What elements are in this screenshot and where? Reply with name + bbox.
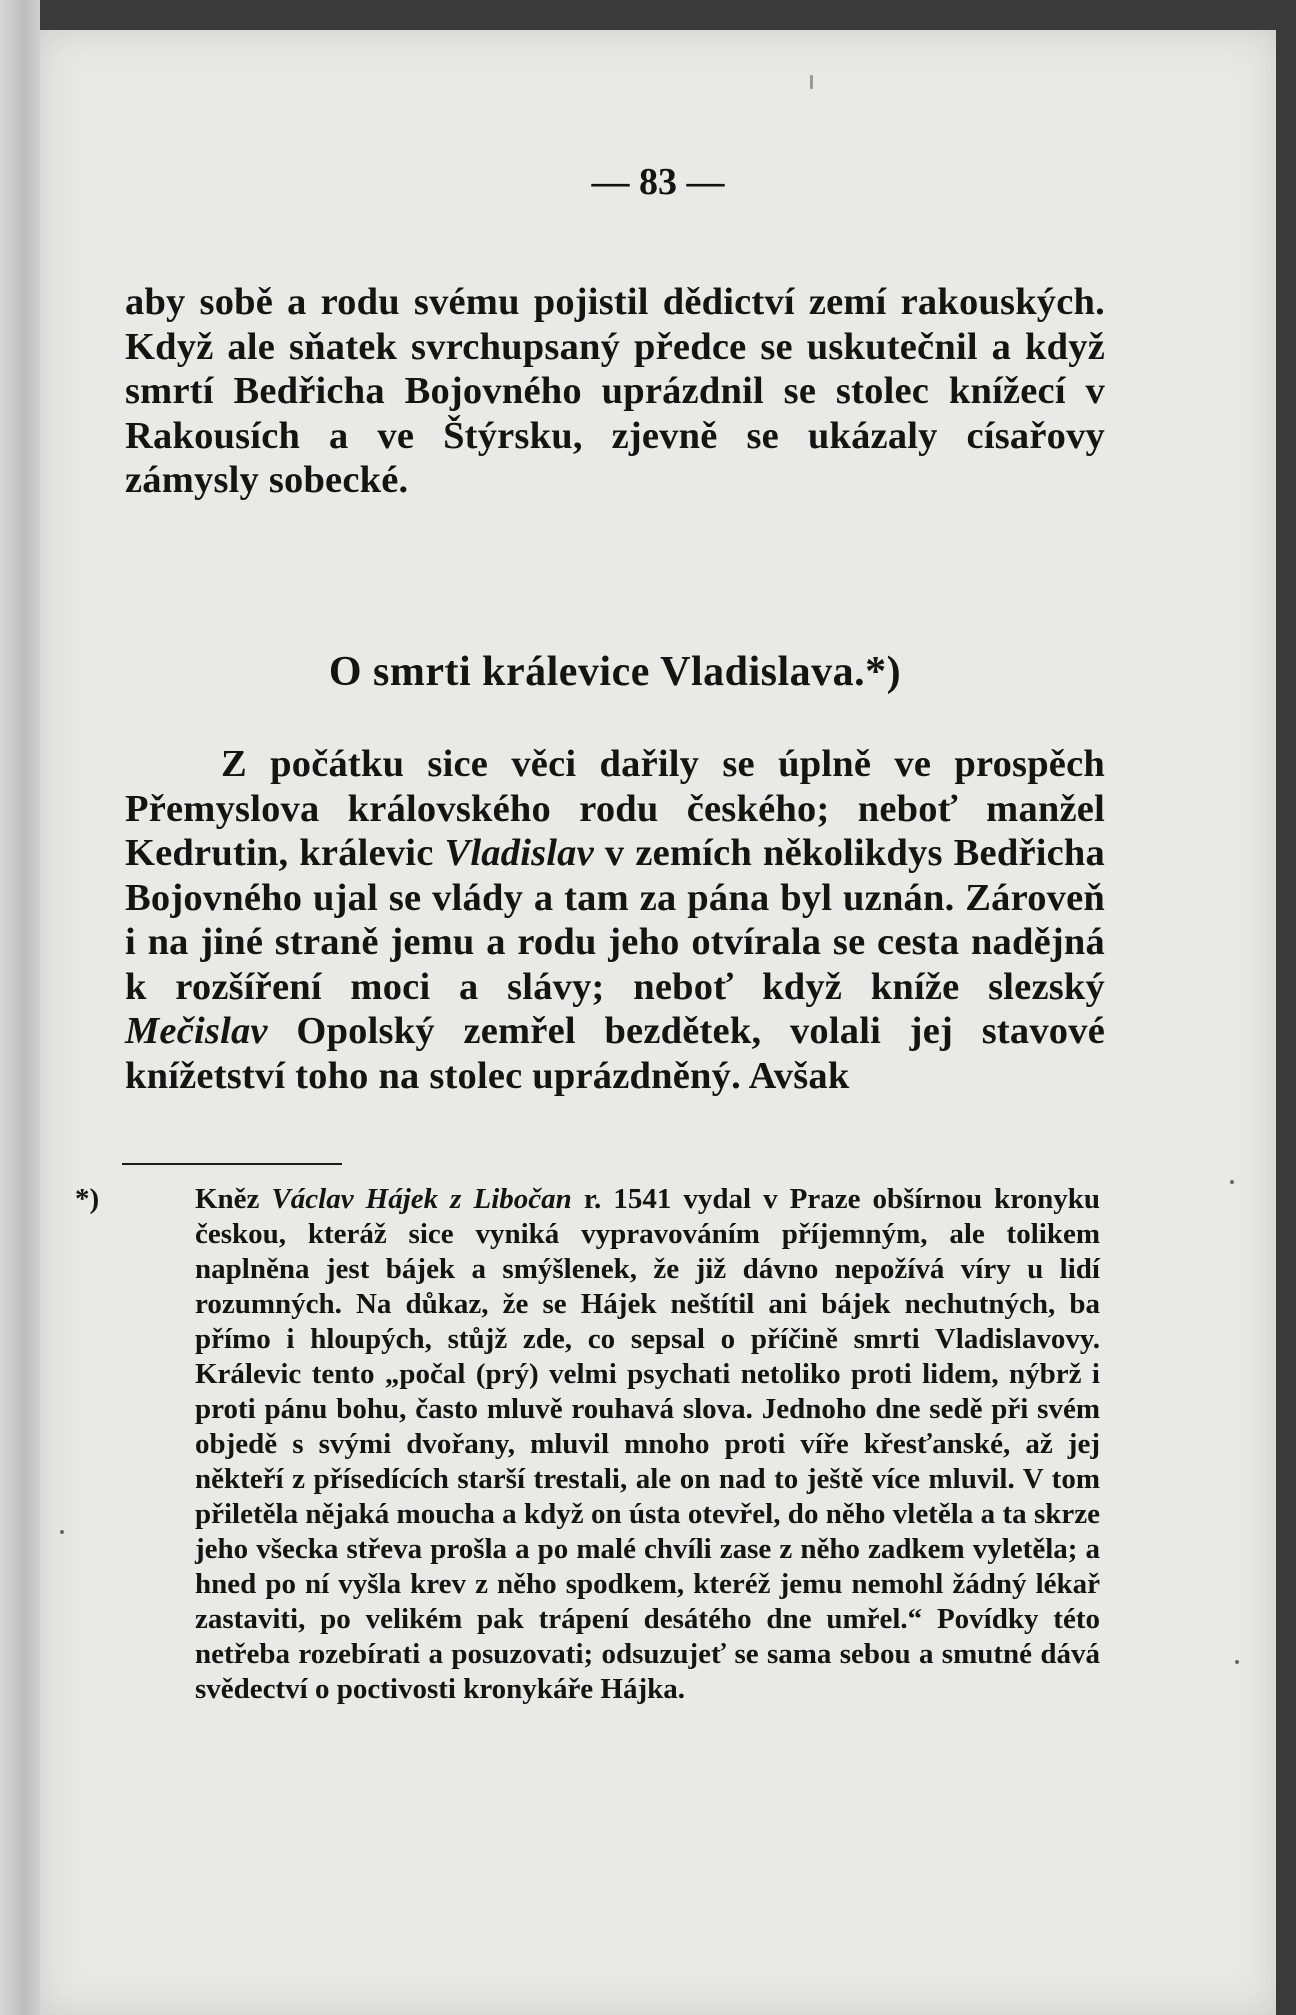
continuation-text: aby sobě a rodu svému pojistil dědictví zemí rakouských. Když ale sňatek svrchupsaný předce se uskutečnil a když smrtí Bedřicha Bojovného uprázdnil se stolec knížecí v Rakousích a ve Štýrsku, zjevně se ukázaly císařovy zámysly sobecké. [125, 281, 1105, 501]
paragraph-segment: Opolský zemřel bezdětek, volali jej stavové knížetství toho na stolec uprázdněný. Avšak [125, 1010, 1105, 1097]
scan-speck [1230, 1180, 1234, 1184]
scan-speck [60, 1530, 64, 1534]
scan-speck [1235, 1660, 1239, 1664]
section-paragraph [125, 742, 1105, 1098]
footnote-rule [122, 1163, 342, 1165]
scan-edge-left [0, 0, 40, 2015]
section-paragraph-text [125, 742, 1105, 1098]
name-vladislav: Vladislav [444, 832, 594, 874]
footnote-segment: r. 1541 vydal v Praze obšírnou kronyku českou, kteráž sice vyniká vypravováním příjemným, ale tolikem naplněna jest bájek a smýšlenek, že již dávno nepožívá víry u lidí rozumných. Na důkaz, že se Hájek neštítil ani bájek nechutných, ba přímo i hloupých, stůjž zde, co sepsal o příčině smrti Vladislavovy. Králevic tento „počal (prý) velmi psychati netoliko proti lidem, nýbrž i proti pánu bohu, často mluvě rouhavá slova. Jednoho dne sedě při svém objedě s svými dvořany, mluvil mnoho proti víře křesťanské, až jej někteří z přísedících starší trestali, ale on nad to ještě více mluvil. V tom přiletěla nějaká moucha a když on ústa otevřel, do něho vletěla a ta skrze jeho všecka střeva prošla a po malé chvíli zase z něho zadkem vyletěla; a hned po ní vyšla krev z něho spodkem, kteréž jemu nemohl žádný lékař zastaviti, po velikém pak trápení desátého dne umřel.“ Povídky této netřeba rozebírati a posuzovati; odsuzujeť se sama sebou a smutné dává svědectví o poctivosti kronykáře Hájka. [195, 1183, 1100, 1705]
paragraph-segment: Z počátku sice věci dařily se úplně ve prospěch Přemyslova královského rodu českého; neboť manžel Kedrutin, králevic [125, 743, 1105, 874]
footnote-segment: Kněz [195, 1183, 272, 1215]
book-page [40, 30, 1276, 2015]
footnote-mark: *) [75, 1183, 100, 1215]
page-number: — 83 — [591, 161, 725, 203]
section-heading: O smrti králevice Vladislava.*) [328, 649, 902, 695]
name-mecislav: Mečislav [125, 1010, 268, 1052]
scan-speck [810, 75, 813, 89]
footnote-text [75, 1182, 1100, 1707]
continuation-paragraph [125, 280, 1105, 503]
paragraph-segment: v zemích několikdys Bedřicha Bojovného ujal se vlády a tam za pána byl uznán. Zároveň i na jiné straně jemu a rodu jeho otvírala se cesta nadějná k rozšíření moci a slávy; neboť když kníže slezský [125, 832, 1105, 1008]
footnote [75, 1182, 1100, 1707]
footnote-author: Václav Hájek z Libočan [271, 1183, 572, 1215]
